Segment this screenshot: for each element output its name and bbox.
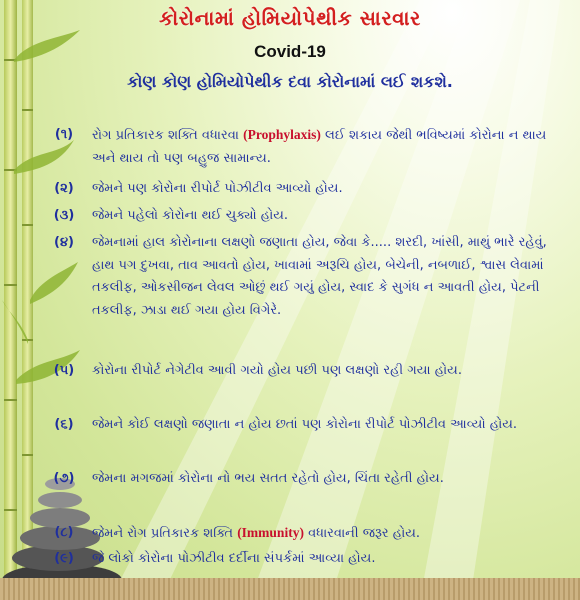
item-number: (૫) <box>53 363 75 378</box>
list-item <box>36 205 572 228</box>
immunity-highlight: (Immunity) <box>237 525 304 540</box>
item-number: (૧) <box>54 127 74 142</box>
list-item <box>36 124 572 170</box>
zen-stones <box>0 440 140 600</box>
poster-subtitle: Covid-19 <box>254 42 326 61</box>
item-text: જેમને કોઈ લક્ષણો જણાતા ન હોય છતાં પણ કોરોના રીપોર્ટ પોઝીટીવ આવ્યો હોય. <box>92 417 517 432</box>
list-item <box>36 468 572 491</box>
list-item <box>36 522 572 546</box>
item-text: જેમને પહેલો કોરોના થઈ ચુક્યો હોય. <box>92 208 289 223</box>
list-item <box>36 178 572 201</box>
list-item <box>36 548 572 571</box>
item-text: જેમને રોગ પ્રતિકારક શક્તિ (Immunity) વધારવાની જરૂર હોય. <box>92 525 421 541</box>
item-number: (૪) <box>54 235 74 250</box>
list-item <box>36 414 572 437</box>
poster-heading: કોણ કોણ હોમિયોપેથીક દવા કોરોનામાં લઈ શકશે. <box>127 72 453 91</box>
item-text: કોરોના રીપોર્ટ નેગેટીવ આવી ગયો હોય પછી પણ લક્ષણો રહી ગયા હોય. <box>92 363 462 378</box>
item-text: જેમનામાં હાલ કોરોનાના લક્ષણો જણાતા હોય, જેવા કે..... શરદી, ખાંસી, માથું ભારે રહેવું, હાથ પગ દુખવા, તાવ આવતો હોય, ખાવામાં અરૂચિ હોય, બેચેની, નબળાઈ, શ્વાસ લેવામાં તકલીફ, ઓકસીજન લેવલ ઓછું થઈ ગયું હોય, સ્વાદ કે સુગંધ ન આવતી હોય, પેટની તકલીફ, ઝાડા થઈ ગયા હોય વિગેરે. <box>92 235 547 318</box>
prophylaxis-highlight: (Prophylaxis) <box>243 127 321 142</box>
item-text: જે લોકો કોરોના પોઝીટીવ દર્દીના સંપર્કમાં આવ્યા હોય. <box>92 551 376 566</box>
list-item <box>36 232 572 322</box>
poster-title: કોરોનામાં હોમિયોપેથીક સારવાર <box>159 6 421 30</box>
list-item <box>36 360 572 383</box>
item-number: (૮) <box>54 525 74 540</box>
item-number: (૩) <box>53 208 75 223</box>
item-text: જેમના મગજમાં કોરોના નો ભય સતત રહેતો હોય, ચિંતા રહેતી હોય. <box>92 471 444 486</box>
item-number: (૭) <box>53 471 75 486</box>
bamboo-mat <box>0 578 580 600</box>
item-number: (૨) <box>54 181 74 196</box>
item-text: જેમને પણ કોરોના રીપોર્ટ પોઝીટીવ આવ્યો હોય. <box>92 181 343 196</box>
item-number: (૯) <box>54 551 74 566</box>
item-number: (૬) <box>54 417 74 432</box>
item-text: રોગ પ્રતિકારક શક્તિ વધારવા (Prophylaxis) લઈ શકાય જેથી ભવિષ્યમાં કોરોના ન થાય અને થાય તો પણ બહુજ સામાન્ય. <box>92 127 547 166</box>
